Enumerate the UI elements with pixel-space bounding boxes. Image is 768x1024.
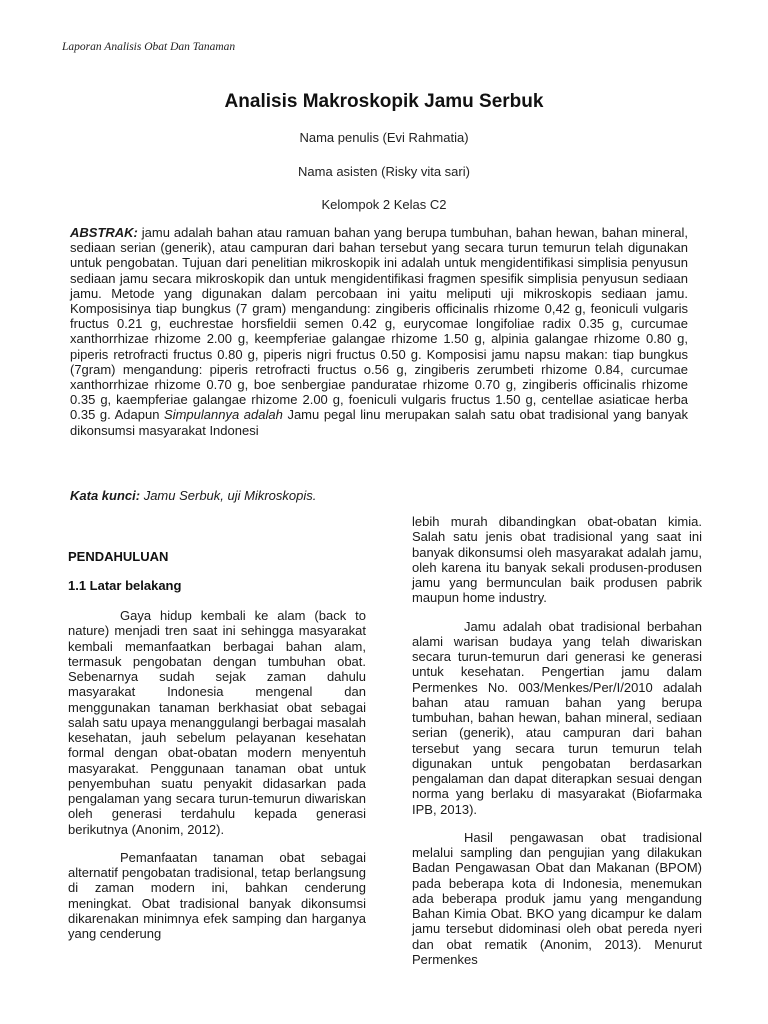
abstract-label: ABSTRAK: xyxy=(70,225,138,240)
page-title: Analisis Makroskopik Jamu Serbuk xyxy=(224,91,544,112)
abstract-text: jamu adalah bahan atau ramuan bahan yang berupa tumbuhan, bahan hewan, bahan mineral, sediaan serian (generik), atau campuran dari bahan tersebut yang secara turun temurun telah digunakan untuk pengobatan. Tujuan dari penelitian mikroskopik ini adalah untuk mengidentifikasi simplisia penyusun sediaan jamu secara mikroskopik dan untuk mengidentifikasi fragmen spesifik simplisia penyusun sediaan jamu. Metode yang digunakan dalam percobaan ini yaitu meliputi uji mikroskopis sediaan jamu. Komposisinya tiap bungkus (7 gram) mengandung: zingiberis officinalis rhizome 0,42 g, feoniculi vulgaris fructus 0.21 g, euchrestae horsfieldii semen 0.42 g, eurycomae longifoliae radix 0.35 g, curcumae xanthorrhizae rhizome 2.00 g, keempferiae galangae rhizome 1.50 g, alpinia galangae rhizome 0.80 g, piperis retrofracti fructus 0.80 g, piperis nigri fructus 0.50 g. Komposisi jamu napsu makan: tiap bungkus (7gram) mengandung: piperis retrofracti fructus o.56 g, zingiberis zerumbeti rhizome 0.84, curcumae xanthorrhizae rhizome 0.70 g, boe senbergiae panduratae rhizome 0.70 g, zingiberis officinalis rhizome 0.35 g, kaempferiae galangae rhizome 2.00 g, foeniculi vulgaris fructus 1.50 g, centellae asiaticae herba 0.35 g. Adapun xyxy=(70,225,688,423)
abstract xyxy=(70,225,688,438)
paragraph: Pemanfaatan tanaman obat sebagai alternatif pengobatan tradisional, tetap berlangsung di zaman modern ini, bahkan cenderung meningkat. Obat tradisional banyak dikonsumsi dikarenakan minimnya efek samping dan harganya yang cenderung xyxy=(68,849,366,941)
running-header: Laporan Analisis Obat Dan Tanaman xyxy=(62,41,236,53)
keywords xyxy=(70,488,316,503)
assistant-line: Nama asisten (Risky vita sari) xyxy=(298,164,470,179)
group-line: Kelompok 2 Kelas C2 xyxy=(321,197,447,212)
right-column xyxy=(412,514,702,967)
abstract-italic-text: Simpulannya adalah xyxy=(164,407,283,423)
subsection-heading: 1.1 Latar belakang xyxy=(68,578,182,593)
paragraph: Hasil pengawasan obat tradisional melalui sampling dan pengujian yang dilakukan Badan Pengawasan Obat dan Makanan (BPOM) pada beberapa kota di Indonesia, menemukan ada beberapa produk jamu yang mengandung Bahan Kimia Obat. BKO yang dicampur ke dalam jamu tersebut didominasi oleh obat pereda nyeri dan obat rematik (Anonim, 2013). Menurut Permenkes xyxy=(412,829,702,967)
paragraph: Gaya hidup kembali ke alam (back to nature) menjadi tren saat ini sehingga masyarakat kembali memanfaatkan berbagai bahan alam, termasuk pengobatan dengan tumbuhan obat. Sebenarnya sudah sejak zaman dahulu masyarakat Indonesia mengenal dan menggunakan tanaman berkhasiat obat sebagai salah satu upaya menanggulangi berbagai masalah kesehatan, jauh sebelum pelayanan kesehatan formal dengan obat-obatan modern menyentuh masyarakat. Penggunaan tanaman obat untuk penyembuhan suatu penyakit didasarkan pada pengalaman yang secara turun-temurun diwariskan oleh generasi terdahulu kepada generasi berikutnya (Anonim, 2012). xyxy=(68,608,366,837)
section-heading: PENDAHULUAN xyxy=(68,549,169,564)
keywords-label: Kata kunci: xyxy=(70,488,141,503)
paragraph: lebih murah dibandingkan obat-obatan kimia. Salah satu jenis obat tradisional yang saat ini banyak dikonsumsi oleh masyarakat adalah jamu, oleh karena itu banyak sekali produsen-produsen jamu yang bermunculan baik produsen pabrik maupun home industry. xyxy=(412,514,702,606)
abstract-text-end: Jamu pegal linu merupakan salah satu obat tradisional yang banyak dikonsumsi masyarakat Indonesi xyxy=(70,407,688,438)
author-line: Nama penulis (Evi Rahmatia) xyxy=(299,130,469,145)
left-column xyxy=(68,608,366,941)
keywords-value: Jamu Serbuk, uji Mikroskopis. xyxy=(140,488,317,503)
paragraph: Jamu adalah obat tradisional berbahan alami warisan budaya yang telah diwariskan secara turun-temurun dari generasi ke generasi untuk kesehatan. Pengertian jamu dalam Permenkes No. 003/Menkes/Per/I/2010 adalah bahan atau ramuan bahan yang berupa tumbuhan, bahan hewan, bahan mineral, sediaan serian (generik), atau campuran dari bahan tersebut yang secara turun temurun telah digunakan untuk pengobatan berdasarkan pengalaman dan dapat diterapkan sesuai dengan norma yang berlaku di masyarakat (Biofarmaka IPB, 2013). xyxy=(412,618,702,817)
